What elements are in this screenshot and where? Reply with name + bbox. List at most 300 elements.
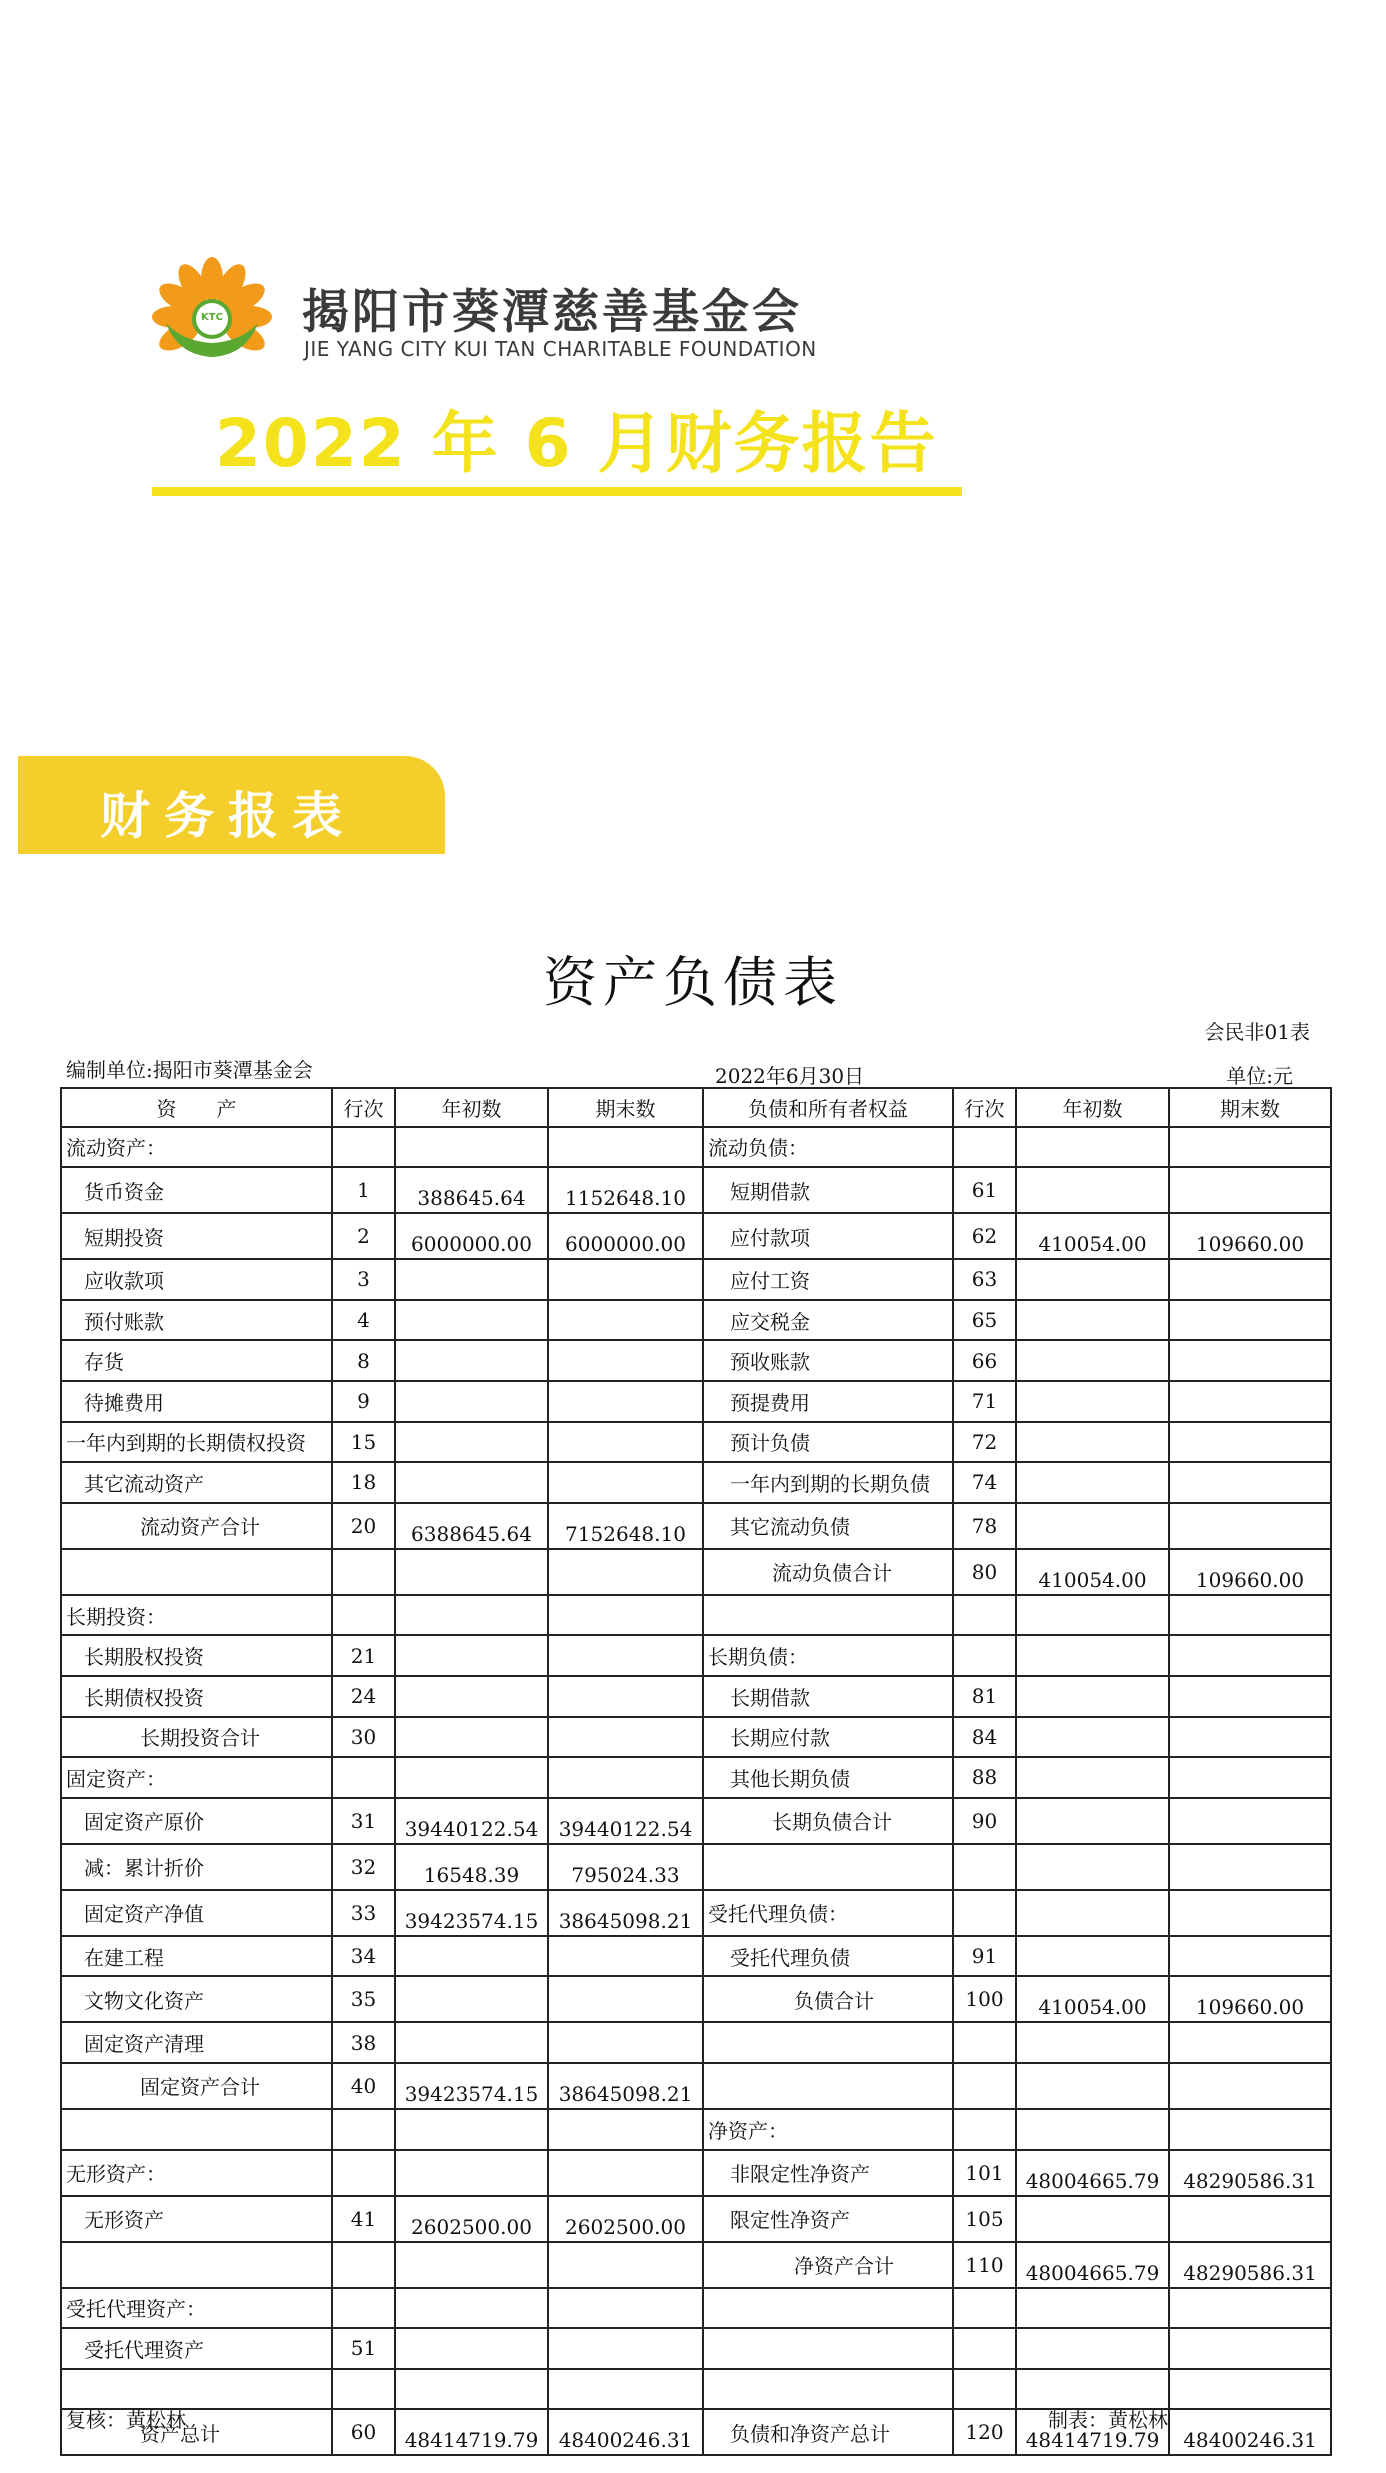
liability-label: 应交税金 [703, 1300, 953, 1341]
asset-closing-value [548, 2369, 703, 2410]
liability-opening-value: 410054.00 [1016, 1976, 1169, 2022]
liability-opening-value [1016, 1798, 1169, 1844]
asset-label: 无形资产： [61, 2150, 332, 2196]
asset-opening-value [395, 1676, 548, 1717]
liability-closing-value [1169, 1717, 1331, 1758]
asset-closing-value [548, 1635, 703, 1676]
asset-line-number: 21 [332, 1635, 395, 1676]
liability-line-number: 74 [953, 1462, 1016, 1503]
asset-opening-value: 6000000.00 [395, 1213, 548, 1259]
liability-label: 长期负债合计 [703, 1798, 953, 1844]
asset-line-number: 24 [332, 1676, 395, 1717]
table-row [61, 1259, 1331, 1300]
table-row [61, 2022, 1331, 2063]
liability-closing-value [1169, 1676, 1331, 1717]
asset-closing-value [548, 1300, 703, 1341]
asset-closing-value: 39440122.54 [548, 1798, 703, 1844]
liability-label: 负债合计 [703, 1976, 953, 2022]
asset-label: 流动资产合计 [61, 1503, 332, 1549]
asset-line-number [332, 2369, 395, 2410]
asset-label: 减：累计折价 [61, 1844, 332, 1890]
asset-closing-value [548, 1381, 703, 1422]
asset-opening-value [395, 2150, 548, 2196]
liability-line-number [953, 2109, 1016, 2150]
asset-line-number: 18 [332, 1462, 395, 1503]
asset-opening-value [395, 2369, 548, 2410]
asset-line-number [332, 2150, 395, 2196]
asset-label [61, 2242, 332, 2288]
liability-opening-value [1016, 1422, 1169, 1463]
table-row [61, 2063, 1331, 2109]
table-row [61, 1890, 1331, 1936]
table-body [61, 1127, 1331, 2456]
table-row [61, 1127, 1331, 1168]
liability-label: 受托代理负债 [703, 1936, 953, 1977]
asset-label: 固定资产： [61, 1757, 332, 1798]
liability-opening-value: 48414719.79 [1016, 2409, 1169, 2455]
asset-line-number: 51 [332, 2328, 395, 2369]
asset-opening-value [395, 1595, 548, 1636]
table-row [61, 2196, 1331, 2242]
liability-closing-value [1169, 1259, 1331, 1300]
asset-opening-value [395, 1381, 548, 1422]
asset-label: 固定资产清理 [61, 2022, 332, 2063]
title-underline [152, 487, 962, 496]
liability-line-number [953, 2063, 1016, 2109]
table-row [61, 1503, 1331, 1549]
asset-label: 固定资产合计 [61, 2063, 332, 2109]
asset-label: 长期债权投资 [61, 1676, 332, 1717]
liability-line-number: 61 [953, 1167, 1016, 1213]
liability-label: 负债和净资产总计 [703, 2409, 953, 2455]
sheet-title: 资产负债表 [543, 951, 843, 1014]
table-row [61, 1300, 1331, 1341]
liability-opening-value [1016, 1890, 1169, 1936]
table-row [61, 2150, 1331, 2196]
liability-closing-value [1169, 1300, 1331, 1341]
asset-label: 固定资产净值 [61, 1890, 332, 1936]
liability-opening-value [1016, 2109, 1169, 2150]
asset-label: 流动资产： [61, 1127, 332, 1168]
liability-closing-value [1169, 2196, 1331, 2242]
asset-closing-value [548, 1259, 703, 1300]
liability-label [703, 2063, 953, 2109]
asset-closing-value [548, 2288, 703, 2329]
table-row [61, 1844, 1331, 1890]
asset-closing-value: 38645098.21 [548, 2063, 703, 2109]
column-header: 资 产 [61, 1088, 332, 1127]
asset-line-number: 40 [332, 2063, 395, 2109]
table-row [61, 1936, 1331, 1977]
liability-opening-value [1016, 1676, 1169, 1717]
asset-label: 资产总计 [61, 2409, 332, 2455]
liability-opening-value [1016, 2063, 1169, 2109]
asset-line-number [332, 2288, 395, 2329]
table-row [61, 1422, 1331, 1463]
asset-opening-value: 39423574.15 [395, 2063, 548, 2109]
liability-line-number: 90 [953, 1798, 1016, 1844]
asset-line-number: 15 [332, 1422, 395, 1463]
liability-label: 其它流动负债 [703, 1503, 953, 1549]
asset-closing-value [548, 1717, 703, 1758]
asset-label: 存货 [61, 1340, 332, 1381]
liability-label: 短期借款 [703, 1167, 953, 1213]
asset-opening-value [395, 1259, 548, 1300]
preparing-unit: 编制单位:揭阳市葵潭基金会 [66, 1058, 313, 1082]
liability-line-number: 120 [953, 2409, 1016, 2455]
column-header: 期末数 [1169, 1088, 1331, 1127]
asset-line-number: 32 [332, 1844, 395, 1890]
table-row [61, 1595, 1331, 1636]
asset-opening-value [395, 1976, 548, 2022]
asset-opening-value: 6388645.64 [395, 1503, 548, 1549]
asset-opening-value: 388645.64 [395, 1167, 548, 1213]
asset-label [61, 2109, 332, 2150]
liability-line-number: 72 [953, 1422, 1016, 1463]
liability-label: 长期借款 [703, 1676, 953, 1717]
liability-closing-value [1169, 1462, 1331, 1503]
liability-closing-value [1169, 1340, 1331, 1381]
liability-line-number: 71 [953, 1381, 1016, 1422]
asset-label: 受托代理资产 [61, 2328, 332, 2369]
liability-closing-value [1169, 1422, 1331, 1463]
liability-closing-value [1169, 1381, 1331, 1422]
asset-closing-value: 795024.33 [548, 1844, 703, 1890]
liability-opening-value [1016, 1844, 1169, 1890]
asset-label: 一年内到期的长期债权投资 [61, 1422, 332, 1463]
liability-line-number: 81 [953, 1676, 1016, 1717]
asset-closing-value [548, 1462, 703, 1503]
liability-opening-value [1016, 1503, 1169, 1549]
asset-opening-value: 39440122.54 [395, 1798, 548, 1844]
asset-line-number: 33 [332, 1890, 395, 1936]
table-row [61, 1976, 1331, 2022]
liability-line-number: 78 [953, 1503, 1016, 1549]
liability-label: 预计负债 [703, 1422, 953, 1463]
liability-closing-value [1169, 2063, 1331, 2109]
liability-line-number: 100 [953, 1976, 1016, 2022]
asset-line-number [332, 1595, 395, 1636]
liability-opening-value [1016, 1381, 1169, 1422]
asset-closing-value [548, 1340, 703, 1381]
section-tab-label: 财务报表 [100, 787, 356, 845]
liability-label: 预提费用 [703, 1381, 953, 1422]
liability-line-number: 66 [953, 1340, 1016, 1381]
liability-closing-value: 48290586.31 [1169, 2150, 1331, 2196]
table-row [61, 2328, 1331, 2369]
asset-closing-value [548, 1676, 703, 1717]
table-row [61, 1340, 1331, 1381]
liability-opening-value [1016, 1595, 1169, 1636]
asset-label: 文物文化资产 [61, 1976, 332, 2022]
liability-opening-value [1016, 1259, 1169, 1300]
table-row [61, 1676, 1331, 1717]
asset-line-number: 34 [332, 1936, 395, 1977]
asset-opening-value [395, 1717, 548, 1758]
liability-closing-value [1169, 2109, 1331, 2150]
liability-line-number [953, 1635, 1016, 1676]
asset-closing-value [548, 2109, 703, 2150]
asset-line-number: 60 [332, 2409, 395, 2455]
liability-line-number [953, 2022, 1016, 2063]
liability-closing-value [1169, 1890, 1331, 1936]
liability-label: 长期负债： [703, 1635, 953, 1676]
liability-closing-value [1169, 1757, 1331, 1798]
asset-line-number: 3 [332, 1259, 395, 1300]
table-row [61, 1381, 1331, 1422]
liability-closing-value [1169, 1595, 1331, 1636]
liability-closing-value: 109660.00 [1169, 1213, 1331, 1259]
asset-line-number [332, 2109, 395, 2150]
asset-opening-value [395, 1340, 548, 1381]
asset-line-number: 38 [332, 2022, 395, 2063]
asset-label: 长期投资合计 [61, 1717, 332, 1758]
liability-opening-value [1016, 2022, 1169, 2063]
table-row [61, 1213, 1331, 1259]
asset-line-number [332, 2242, 395, 2288]
liability-line-number: 88 [953, 1757, 1016, 1798]
liability-closing-value [1169, 1167, 1331, 1213]
asset-label: 待摊费用 [61, 1381, 332, 1422]
asset-closing-value [548, 1127, 703, 1168]
liability-line-number [953, 1890, 1016, 1936]
liability-opening-value [1016, 1300, 1169, 1341]
liability-closing-value [1169, 1635, 1331, 1676]
asset-opening-value [395, 1300, 548, 1341]
liability-label: 净资产： [703, 2109, 953, 2150]
liability-closing-value [1169, 1798, 1331, 1844]
liability-label: 应付工资 [703, 1259, 953, 1300]
table-row [61, 2288, 1331, 2329]
table-header-row [61, 1088, 1331, 1127]
asset-closing-value [548, 2328, 703, 2369]
asset-opening-value: 39423574.15 [395, 1890, 548, 1936]
foundation-logo [130, 255, 850, 370]
liability-opening-value [1016, 2288, 1169, 2329]
liability-closing-value [1169, 2288, 1331, 2329]
liability-label: 预收账款 [703, 1340, 953, 1381]
liability-label: 应付款项 [703, 1213, 953, 1259]
liability-label: 流动负债合计 [703, 1549, 953, 1595]
asset-opening-value: 2602500.00 [395, 2196, 548, 2242]
asset-label: 在建工程 [61, 1936, 332, 1977]
table-row [61, 1462, 1331, 1503]
asset-line-number [332, 1757, 395, 1798]
liability-opening-value [1016, 2328, 1169, 2369]
liability-label [703, 2288, 953, 2329]
asset-closing-value [548, 1422, 703, 1463]
table-row [61, 1717, 1331, 1758]
liability-opening-value: 410054.00 [1016, 1213, 1169, 1259]
liability-label: 非限定性净资产 [703, 2150, 953, 2196]
liability-line-number [953, 2369, 1016, 2410]
asset-label: 长期股权投资 [61, 1635, 332, 1676]
liability-closing-value: 48400246.31 [1169, 2409, 1331, 2455]
liability-line-number [953, 2328, 1016, 2369]
liability-opening-value [1016, 2196, 1169, 2242]
asset-opening-value [395, 2288, 548, 2329]
asset-label: 长期投资： [61, 1595, 332, 1636]
asset-opening-value [395, 1127, 548, 1168]
table-row [61, 1549, 1331, 1595]
asset-label: 短期投资 [61, 1213, 332, 1259]
liability-label: 受托代理负债： [703, 1890, 953, 1936]
column-header: 年初数 [1016, 1088, 1169, 1127]
liability-opening-value [1016, 1757, 1169, 1798]
liability-label [703, 2022, 953, 2063]
asset-opening-value [395, 1462, 548, 1503]
asset-closing-value: 1152648.10 [548, 1167, 703, 1213]
liability-opening-value: 48004665.79 [1016, 2150, 1169, 2196]
asset-opening-value [395, 1549, 548, 1595]
liability-line-number [953, 2288, 1016, 2329]
liability-label: 流动负债： [703, 1127, 953, 1168]
column-header: 行次 [332, 1088, 395, 1127]
liability-label [703, 2369, 953, 2410]
table-row [61, 1798, 1331, 1844]
liability-line-number: 101 [953, 2150, 1016, 2196]
liability-opening-value [1016, 1635, 1169, 1676]
report-date: 2022年6月30日 [715, 1064, 865, 1088]
preparer: 制表：黄松林 [1048, 2408, 1168, 2432]
liability-label [703, 1844, 953, 1890]
asset-closing-value [548, 1549, 703, 1595]
liability-line-number: 91 [953, 1936, 1016, 1977]
liability-closing-value [1169, 2369, 1331, 2410]
liability-label: 其他长期负债 [703, 1757, 953, 1798]
liability-closing-value [1169, 1503, 1331, 1549]
liability-closing-value: 109660.00 [1169, 1549, 1331, 1595]
asset-line-number: 20 [332, 1503, 395, 1549]
org-name-en: JIE YANG CITY KUI TAN CHARITABLE FOUNDATION [304, 337, 817, 361]
asset-opening-value [395, 2109, 548, 2150]
asset-label: 固定资产原价 [61, 1798, 332, 1844]
asset-line-number: 30 [332, 1717, 395, 1758]
liability-line-number: 63 [953, 1259, 1016, 1300]
asset-opening-value [395, 2328, 548, 2369]
liability-label: 净资产合计 [703, 2242, 953, 2288]
liability-closing-value: 48290586.31 [1169, 2242, 1331, 2288]
liability-line-number [953, 1844, 1016, 1890]
liability-label [703, 2328, 953, 2369]
asset-line-number: 1 [332, 1167, 395, 1213]
table-row [61, 1167, 1331, 1213]
liability-closing-value [1169, 1936, 1331, 1977]
asset-label: 货币资金 [61, 1167, 332, 1213]
currency-unit: 单位:元 [1226, 1064, 1293, 1088]
balance-sheet-table [60, 1087, 1332, 2456]
asset-line-number: 4 [332, 1300, 395, 1341]
asset-closing-value: 6000000.00 [548, 1213, 703, 1259]
asset-label: 应收款项 [61, 1259, 332, 1300]
liability-line-number: 80 [953, 1549, 1016, 1595]
liability-opening-value [1016, 1340, 1169, 1381]
asset-label: 其它流动资产 [61, 1462, 332, 1503]
asset-label: 预付账款 [61, 1300, 332, 1341]
liability-closing-value [1169, 1127, 1331, 1168]
liability-opening-value [1016, 1462, 1169, 1503]
liability-opening-value [1016, 1936, 1169, 1977]
liability-opening-value: 410054.00 [1016, 1549, 1169, 1595]
column-header: 期末数 [548, 1088, 703, 1127]
asset-line-number: 8 [332, 1340, 395, 1381]
asset-line-number: 35 [332, 1976, 395, 2022]
liability-opening-value [1016, 1717, 1169, 1758]
reviewer: 复核：黄松林 [66, 2408, 186, 2432]
asset-line-number [332, 1127, 395, 1168]
asset-closing-value [548, 1976, 703, 2022]
asset-closing-value [548, 2150, 703, 2196]
org-name-cn: 揭阳市葵潭慈善基金会 [302, 285, 802, 340]
asset-opening-value [395, 1422, 548, 1463]
asset-closing-value: 7152648.10 [548, 1503, 703, 1549]
liability-line-number: 65 [953, 1300, 1016, 1341]
asset-label [61, 1549, 332, 1595]
liability-closing-value [1169, 2328, 1331, 2369]
liability-label: 一年内到期的长期负债 [703, 1462, 953, 1503]
liability-opening-value [1016, 1167, 1169, 1213]
asset-closing-value [548, 1936, 703, 1977]
asset-line-number: 41 [332, 2196, 395, 2242]
asset-opening-value: 48414719.79 [395, 2409, 548, 2455]
column-header: 负债和所有者权益 [703, 1088, 953, 1127]
table-row [61, 1757, 1331, 1798]
liability-line-number: 62 [953, 1213, 1016, 1259]
liability-line-number [953, 1595, 1016, 1636]
table-row [61, 2242, 1331, 2288]
asset-opening-value: 16548.39 [395, 1844, 548, 1890]
liability-line-number: 110 [953, 2242, 1016, 2288]
asset-line-number [332, 1549, 395, 1595]
asset-closing-value [548, 2242, 703, 2288]
table-row [61, 1635, 1331, 1676]
asset-closing-value: 48400246.31 [548, 2409, 703, 2455]
asset-line-number: 2 [332, 1213, 395, 1259]
liability-opening-value [1016, 1127, 1169, 1168]
logo-badge-text: KTC [201, 312, 223, 323]
asset-closing-value: 2602500.00 [548, 2196, 703, 2242]
table-row [61, 2109, 1331, 2150]
form-code: 会民非01表 [1204, 1020, 1310, 1044]
liability-label [703, 1595, 953, 1636]
asset-label: 无形资产 [61, 2196, 332, 2242]
liability-label: 限定性净资产 [703, 2196, 953, 2242]
asset-closing-value [548, 1757, 703, 1798]
liability-line-number: 84 [953, 1717, 1016, 1758]
asset-opening-value [395, 1936, 548, 1977]
liability-opening-value: 48004665.79 [1016, 2242, 1169, 2288]
asset-opening-value [395, 1757, 548, 1798]
liability-closing-value: 109660.00 [1169, 1976, 1331, 2022]
liability-line-number [953, 1127, 1016, 1168]
asset-opening-value [395, 2022, 548, 2063]
asset-closing-value [548, 2022, 703, 2063]
liability-label: 长期应付款 [703, 1717, 953, 1758]
asset-closing-value: 38645098.21 [548, 1890, 703, 1936]
asset-closing-value [548, 1595, 703, 1636]
liability-line-number: 105 [953, 2196, 1016, 2242]
liability-closing-value [1169, 1844, 1331, 1890]
report-title: 2022 年 6 月财务报告 [215, 405, 938, 482]
asset-opening-value [395, 2242, 548, 2288]
asset-line-number: 9 [332, 1381, 395, 1422]
column-header: 年初数 [395, 1088, 548, 1127]
asset-line-number: 31 [332, 1798, 395, 1844]
asset-label: 受托代理资产： [61, 2288, 332, 2329]
section-tab [18, 756, 445, 854]
asset-opening-value [395, 1635, 548, 1676]
liability-closing-value [1169, 2022, 1331, 2063]
